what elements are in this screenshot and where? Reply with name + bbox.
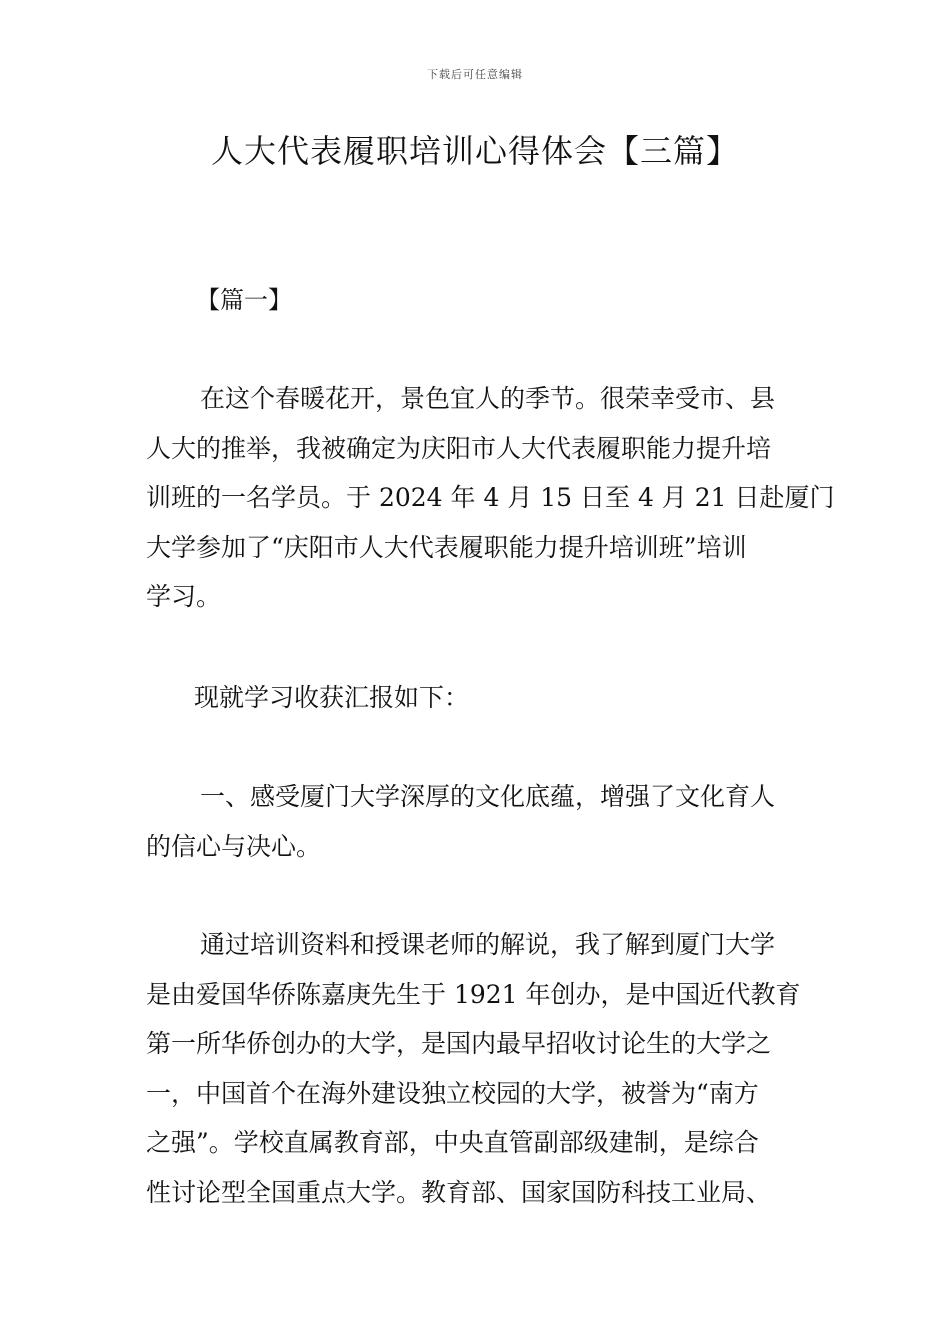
paragraph-line: 是由爱国华侨陈嘉庚先生于 1921 年创办，是中国近代教育 [146,979,801,1009]
paragraph-line: 的信心与决心。 [146,831,322,861]
paragraph-line: 第一所华侨创办的大学，是国内最早招收讨论生的大学之 [146,1029,772,1058]
paragraph-line: 性讨论型全国重点大学。教育部、国家国防科技工业局、 [146,1177,772,1207]
document-title: 人大代表履职培训心得体会【三篇】 [210,132,739,170]
paragraph-line: 在这个春暖花开，景色宜人的季节。很荣幸受市、县 [200,384,776,413]
paragraph-section-one-heading [146,772,810,871]
paragraph-line: 一、感受厦门大学深厚的文化底蕴，增强了文化育人 [200,782,776,811]
header-note: 下载后可任意编辑 [427,68,523,81]
paragraph-line: 通过培训资料和授课老师的解说，我了解到厦门大学 [200,930,776,959]
paragraph-intro [146,374,835,622]
paragraph-line: 训班的一名学员。于 2024 年 4 月 15 日至 4 月 21 日赴厦门 [146,483,835,512]
section-heading: 【篇一】 [196,286,292,314]
paragraph-report-intro [146,673,810,723]
paragraph-line: 一，中国首个在海外建设独立校园的大学，被誉为“南方 [146,1078,759,1108]
paragraph-xiamen-university [146,920,810,1217]
paragraph-line: 现就学习收获汇报如下： [194,683,470,712]
paragraph-line: 大学参加了“庆阳市人大代表履职能力提升培训班”培训 [146,532,747,562]
paragraph-line: 学习。 [146,582,222,611]
paragraph-line: 人大的推举，我被确定为庆阳市人大代表履职能力提升培 [146,433,772,463]
paragraph-line: 之强”。学校直属教育部，中央直管副部级建制，是综合 [146,1128,759,1157]
